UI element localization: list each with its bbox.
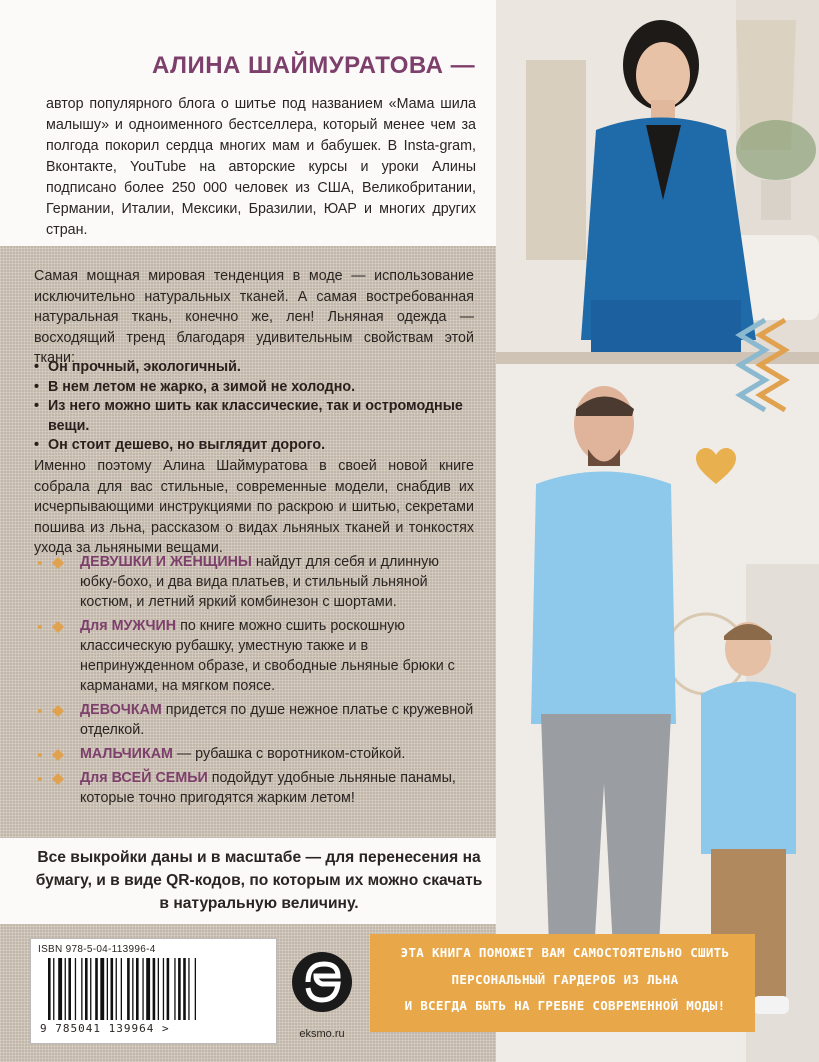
heart-icon <box>694 446 738 486</box>
diamond-marker-icon <box>36 705 72 717</box>
diamond-marker-icon <box>36 557 72 569</box>
diamond-marker-icon <box>36 749 72 761</box>
feature-girls: ДЕВОЧКАМ придется по душе нежное платье с кружевной отделкой. <box>30 700 480 740</box>
linen-properties-list <box>34 358 474 456</box>
publisher-url: eksmo.ru <box>299 1028 345 1040</box>
list-item: • В нем летом не жарко, а зимой не холодно. <box>34 378 474 398</box>
feature-men: Для МУЖЧИН по книге можно сшить роскошную классическую рубашку, уместную также и в непринужденном образе, и свободные льняные брюки с карманами, на мягком поясе. <box>30 616 480 696</box>
list-item: • Он стоит дешево, но выглядит дорого. <box>34 436 474 456</box>
list-item: • Из него можно шить как классические, так и остромодные вещи. <box>34 397 474 436</box>
author-bio: автор популярного блога о шитье под названием «Мама шила малышу» и одноименного бестселлера, который менее чем за полгода покорил сердца многих мам и бабушек. В Insta-gram, Вконтакте, YouTube на авторские курсы и уроки Алины подписано более 250 000 человек из США, Великобритании, Германии, Италии, Мексики, Бразилии, ЮАР и многих других стран. <box>46 96 476 238</box>
promo-line-1: ЭТА КНИГА ПОМОЖЕТ ВАМ САМОСТОЯТЕЛЬНО СШИТЬ <box>400 945 730 960</box>
patterns-note: Все выкройки даны и в масштабе — для перенесения на бумагу, и в виде QR-кодов, по которым их можно скачать в натуральную величину. <box>35 849 483 912</box>
feature-boys: МАЛЬЧИКАМ — рубашка с воротником-стойкой. <box>30 744 480 764</box>
isbn-text: ISBN 978-5-04-113996-4 <box>38 944 156 955</box>
promo-line-2: ПЕРСОНАЛЬНЫЙ ГАРДЕРОБ ИЗ ЛЬНА <box>451 972 679 987</box>
audience-features <box>30 552 480 812</box>
feature-family: Для ВСЕЙ СЕМЬИ подойдут удобные льняные панамы, которые точно пригодятся жарким летом! <box>30 768 480 808</box>
woman-in-blue-suit-image <box>496 0 819 352</box>
barcode-icon <box>46 958 266 1020</box>
book-contents-paragraph: Именно поэтому Алина Шаймуратова в своей новой книге собрала для вас стильные, современные модели, снабдив их исчерпывающими инструкциями по раскрою и шитью, секретами пошива из льна, рассказом о видах льняных тканей и тонкостях ухода за льняными вещами. <box>34 458 474 556</box>
list-item: • Он прочный, экологичный. <box>34 358 474 378</box>
feature-women: ДЕВУШКИ И ЖЕНЩИНЫ найдут для себя и длинную юбку-бохо, и два вида платьев, и стильный льняной костюм, и летний яркий комбинезон с шортами. <box>30 552 480 612</box>
author-name: АЛИНА ШАЙМУРАТОВА — <box>152 52 476 79</box>
zigzag-decoration-icon <box>735 315 795 425</box>
eksmo-logo-icon <box>286 936 358 1028</box>
ean-digits: 9 785041 139964 > <box>40 1022 170 1035</box>
diamond-marker-icon <box>36 621 72 633</box>
photo-author <box>496 0 819 352</box>
diamond-marker-icon <box>36 773 72 785</box>
intro-paragraph: Самая мощная мировая тенденция в моде — использование исключительно натуральных тканей. А самая востребованная натуральная ткань, конечно же, лен! Льняная одежда — восходящий тренд благодаря удивительным свойствам этой ткани: <box>34 268 474 366</box>
promo-line-3: И ВСЕГДА БЫТЬ НА ГРЕБНЕ СОВРЕМЕННОЙ МОДЫ! <box>404 998 726 1013</box>
